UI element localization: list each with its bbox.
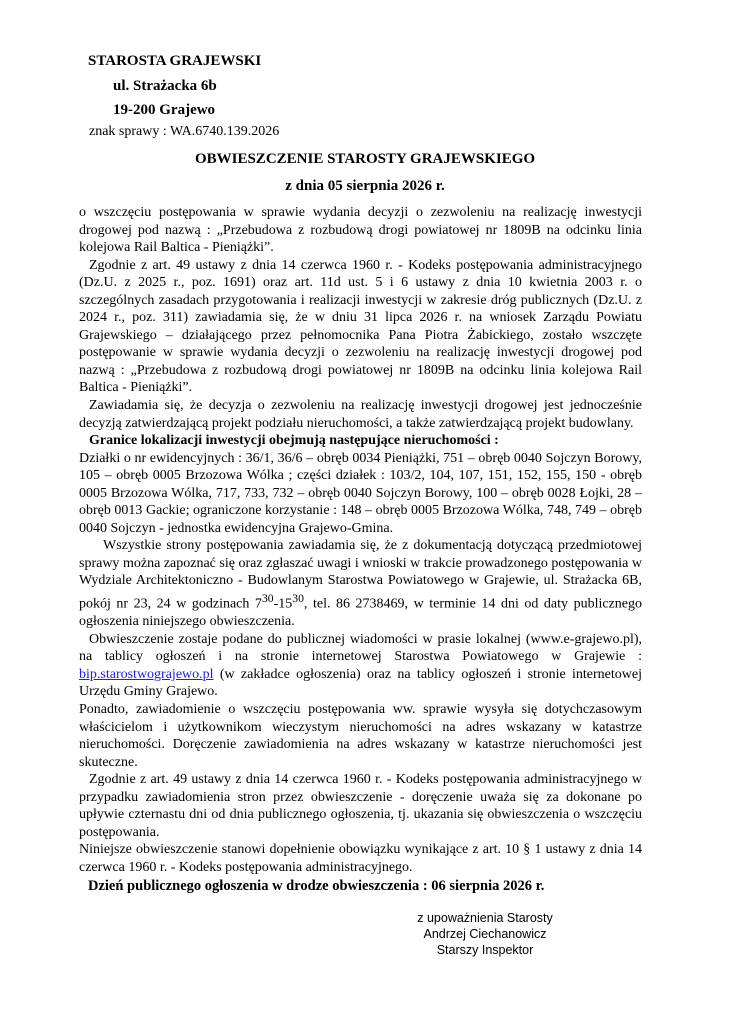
- paragraph-obligation: Niniejsze obwieszczenie stanowi dopełnienie obowiązku wynikające z art. 10 § 1 ustawy z dnia 14 czerwca 1960 r. - Kodeks postępowania administracyjnego.: [79, 842, 642, 875]
- paragraph-subject: o wszczęciu postępowania w sprawie wydania decyzji o zezwoleniu na realizację inwestycji drogowej pod nazwą : „Przebudowa z rozbudową drogi powiatowej nr 1809B na odcinku linia kolejowa Rail Baltica - Pieniążki”.: [79, 205, 642, 256]
- hours-start-minutes: 30: [261, 592, 274, 606]
- paragraph-publication-channels: [79, 631, 642, 701]
- access-text-a: Wszystkie strony postępowania zawiadamia się, że z dokumentacją dotyczącą przedmiotowej sprawy można zapoznać się oraz zgłaszać uwagi i wnioski w trakcie prowadzonego postępowania w Wydziale Architektoniczno - Budowlanym Starostwa Powiatowego w Grajewie, ul. Strażacka 6B, pokój nr 23, 24 w godzinach 7: [79, 538, 642, 612]
- publication-text-a: Obwieszczenie zostaje podane do publicznej wiadomości w prasie lokalnej (www.e-grajewo.pl), na tablicy ogłoszeń i na stronie internetowej Starostwa Powiatowego w Grajewie :: [79, 631, 642, 665]
- paragraph-notification: Ponadto, zawiadomienie o wszczęciu postępowania ww. sprawie wysyła się dotychczasowym właścicielom i użytkownikom wieczystym nieruchomości na adres wskazany w katastrze nieruchomości. Doręczenie zawiadomienia na adres wskazany w katastrze nieruchomości jest skuteczne.: [79, 701, 642, 770]
- access-text-b: -15: [273, 596, 293, 612]
- paragraph-boundaries-heading: Granice lokalizacji inwestycji obejmują następujące nieruchomości :: [89, 433, 499, 449]
- hours-end-minutes: 30: [292, 592, 304, 606]
- signature-position: Starszy Inspektor: [436, 943, 534, 957]
- publication-text-b: (w zakładce ogłoszenia) oraz na tablicy ogłoszeń i stronie internetowej Urzędu Gminy Grajewo.: [79, 666, 642, 700]
- document-date: z dnia 05 sierpnia 2026 r.: [285, 178, 445, 194]
- paragraph-parcels: Działki o nr ewidencyjnych : 36/1, 36/6 – obręb 0034 Pieniążki, 751 – obręb 0040 Sojczyn Borowy, 105 – obręb 0005 Brzozowa Wólka ; części działek : 103/2, 104, 107, 151, 152, 155, 150 - obręb 0005 Brzozowa Wólka, 717, 733, 732 – obręb 0040 Sojczyn Borowy, 100 – obręb 0028 Łojki, 28 – obręb 0013 Gackie; ograniczone korzystanie : 148 – obręb 0005 Brzozowa Wólka, 748, 749 – obręb 0040 Sojczyn - jednostka ewidencyjna Grajewo-Gmina.: [79, 450, 642, 536]
- document-title: OBWIESZCZENIE STAROSTY GRAJEWSKIEGO: [194, 151, 536, 167]
- signature-block: [400, 910, 570, 958]
- access-text-c: , tel. 86 2738469, w terminie 14 dni od daty publicznego ogłoszenia niniejszego obwieszczenia.: [79, 596, 642, 630]
- office-name: STAROSTA GRAJEWSKI: [88, 53, 262, 69]
- paragraph-decision-scope: Zawiadamia się, że decyzja o zezwoleniu na realizację inwestycji drogowej jest jednocześnie decyzją zatwierdzającą projekt podziału nieruchomości, a także zatwierdzającą projekt budowlany.: [79, 398, 642, 431]
- publication-date: Dzień publicznego ogłoszenia w drodze obwieszczenia : 06 sierpnia 2026 r.: [88, 878, 545, 894]
- document-body: [79, 204, 642, 876]
- office-city: 19-200 Grajewo: [113, 102, 216, 118]
- paragraph-documentation-access: [79, 537, 642, 630]
- bip-link[interactable]: bip.starostwograjewo.pl: [79, 666, 214, 682]
- case-reference: znak sprawy : WA.6740.139.2026: [89, 124, 280, 139]
- signature-authorization: z upoważnienia Starosty: [417, 911, 553, 925]
- paragraph-delivery: Zgodnie z art. 49 ustawy z dnia 14 czerwca 1960 r. - Kodeks postępowania administracyjnego w przypadku zawiadomienia stron przez obwieszczenie - doręczenie uważa się za dokonane po upływie czternastu dni od dnia publicznego ogłoszenia, tj. ukazania się obwieszczenia o wszczęciu postępowania.: [79, 772, 642, 840]
- paragraph-legal-basis: Zgodnie z art. 49 ustawy z dnia 14 czerwca 1960 r. - Kodeks postępowania administracyjnego (Dz.U. z 2025 r., poz. 1691) oraz art. 11d ust. 5 i 6 ustawy z dnia 10 kwietnia 2003 r. o szczególnych zasadach przygotowania i realizacji inwestycji w zakresie dróg publicznych (Dz.U. z 2024 r., poz. 311) zawiadamia się, że w dniu 31 lipca 2026 r. na wniosek Zarządu Powiatu Grajewskiego – działającego przez pełnomocnika Pana Piotra Żabickiego, zostało wszczęte postępowanie w sprawie wydania decyzji o zezwoleniu na realizację inwestycji drogowej pod nazwą : „Przebudowa z rozbudową drogi powiatowej nr 1809B na odcinku linia kolejowa Rail Baltica - Pieniążki”.: [79, 257, 642, 396]
- signature-name: Andrzej Ciechanowicz: [423, 927, 547, 941]
- office-street: ul. Strażacka 6b: [113, 78, 217, 94]
